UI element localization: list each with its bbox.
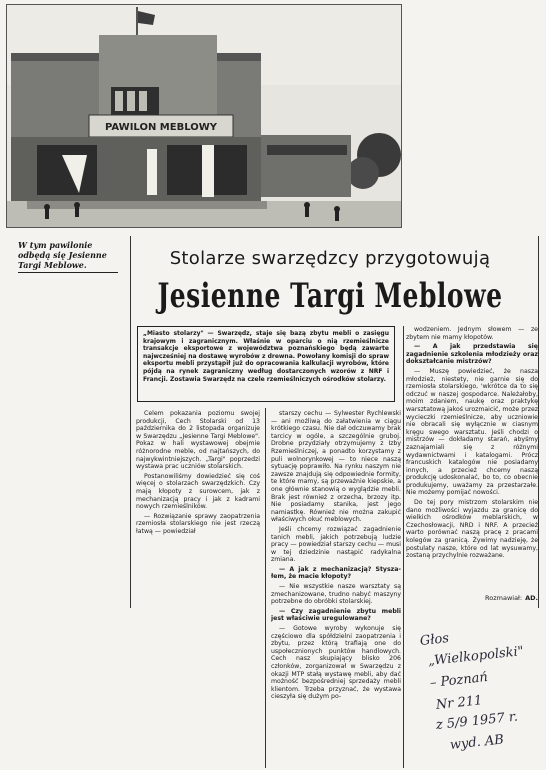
article-title: Jesienne Targi Meblowe <box>157 276 503 316</box>
paragraph: — Czy zagadnienie zbytu mebli jest właściwie uregulowane? <box>271 607 401 623</box>
column-rule-2 <box>403 326 404 768</box>
paragraph: Celem pokazania poziomu swojej produkcji, Cech Stolarski od 13 października do 2 listopada organizuje w Swarzędzu „Jesienne Targi Meblowe". Pokaz w hali wystawowej obejmie różnorodne meble, od najtańszych, do najwykwintniejszych. „Targi" poprzedzi wystawa prac uczniów stolarskich. <box>136 410 260 471</box>
pavilion-illustration <box>7 5 401 227</box>
pavilion-sign: PAWILON MEBLOWY <box>104 122 218 133</box>
handwriting-line-6: wyd. AB <box>449 732 505 753</box>
paragraph: — Gotowe wyroby wykonuje się częściowo dla spółdzielni zaopatrzenia i zbytu, przez którą trafiają one do uspołecznionych punktów handlowych. Cech nasz skupiający blisko 206 członków, zorganizował w Swarzędzu z okazji MTP stałą wystawę mebli, aby dać możność bezpośredniej sprzedaży mebli klientom. Trzeba przyznać, że wystawa cieszyła się dużym po- <box>271 625 401 701</box>
article-column-3 <box>406 326 538 606</box>
paragraph: Do tej pory mistrzom stolarskim nie dano możliwości wyjazdu za granicę do wielkich ośrodków meblarskich, w Czechosłowacji, NRD i NRF. A przecież warto porównać naszą pracę z pracami kolegów za granicą. Żywimy nadzieję, że postulaty nasze, które od lat wysuwamy, zostaną przychylnie rozważane. <box>406 499 538 560</box>
paragraph: — A jak z mechanizacją? Styszałem, że macie kłopoty? <box>271 565 401 581</box>
article-right-rule <box>538 236 539 608</box>
paragraph: wodzeniem. Jednym słowem — ze zbytem nie mamy kłopotów. <box>406 326 538 341</box>
handwriting-line-5: z 5/9 1957 r. <box>435 709 519 733</box>
interviewer-initials: AD. <box>525 594 538 602</box>
paragraph: — Rozwiązanie sprawy zaopatrzenia rzemiosła stolarskiego nie jest rzeczą łatwą — powiedział <box>136 512 260 535</box>
paragraph: Jeśli chcemy rozwiązać zagadnienie tanich mebli, jakich potrzebują ludzie pracy — powiedział starszy cechu — musi w tej dziedzinie nastąpić radykalna zmiana. <box>271 525 401 564</box>
handwriting-line-1: Głos <box>419 630 450 649</box>
paragraph: Postanowiliśmy dowiedzieć się coś więcej o stolarzach swarzędzkich. Czy mają kłopoty z surowcem, jak z mechanizacją pracy i jak z kadrami nowych rzemieślników. <box>136 472 260 511</box>
paragraph: — Nie wszystkie nasze warsztaty są zmechanizowane, trudno nabyć maszyny potrzebne do obróbki stolarskiej. <box>271 583 401 606</box>
paragraph: starszy cechu — Sylwester Rychlewski — ani możliwą do załatwienia w ciągu krótkiego czasu. Nie dał odczuwamy brak tarcicy w ogóle, a szczególnie gruboj. Drobne przydziały otrzymujemy z Izby Rzemieślniczej, a ponadto korzystamy z puli wolnorynkowej — to niece naszą sytuację poprawiło. Na rynku naszym nie zawsze znajdują się odpowiednie formity, te które mamy, są przeważnie kiepskie, a one głównie stanowią o wyglądzie mebli. Brak jest również z orzecha, brzozy itp. Nie posiadamy stanika, jest jego namiastkę. Również nie można zakupić właściwych okuć meblowych. <box>271 410 401 524</box>
article-column-1 <box>136 410 260 564</box>
photo-caption: W tym pawilonie odbędą się Jesienne Targi Meblowe. <box>18 240 107 270</box>
handwriting-line-2: „Wielkopolski" <box>427 643 525 669</box>
interviewer-credit <box>406 594 538 602</box>
handwriting-line-3: – Poznań <box>429 669 489 691</box>
column-rule-1 <box>265 408 266 768</box>
handwriting-line-4: Nr 211 <box>435 693 484 713</box>
paragraph: — Muszę powiedzieć, że nasza młodzież, niestety, nie garnie się do rzemiosła stolarskiego, 'wkrótce da to się odczuć w naszej gospodarce. Należałoby, moim zdaniem, naukę oraz praktykę warsztatową jakoś urozmaicić, może przez wycieczki rzemieślnicze, aby uczniowie nie obracali się wyłącznie w ciasnym kręgu swego warsztatu. Jeśli chodzi o mistrzów — dokładamy starań, abyśmy zaznajamiali się z różnymi wydawnictwami i katalogami. Prócz francuskich katalogów nie posiadamy innych, a przecież chcemy naszą produkcję udoskonalać, bo to, co obecnie produkujemy, uważamy za przestarzałe. Nie możemy pomijać nowości. <box>406 367 538 497</box>
interviewer-label: Rozmawiał: <box>485 594 523 602</box>
caption-rule <box>18 272 118 273</box>
article-lead: „Miasto stolarzy" — Swarzędz, staje się bazą zbytu mebli o zasięgu krajowym i zagranicznym. Właśnie w oparciu o nią rzemieślnicze transakcje eksportowe z województwa poznańskiego będą zawarte najwcześniej na dostawę wyrobów z drewna. Powołany komisji do spraw eksportu mebli przystąpił już do opracowania kalkulacji wyrobów, które pójdą na rynek zagraniczny według dostarczonych wzorów z NRF i Francji. Zostawia Swarzędz na czele rzemieślniczych ośrodków stolarzy. <box>137 326 395 402</box>
pavilion-photo <box>6 4 402 228</box>
article-subtitle: Stolarze swarzędzcy przygotowują <box>169 248 491 269</box>
article-column-2 <box>271 410 401 770</box>
paragraph: — A jak przedstawia się zagadnienie szkolenia młodzieży oraz dokształcanie mistrzów? <box>406 343 538 366</box>
